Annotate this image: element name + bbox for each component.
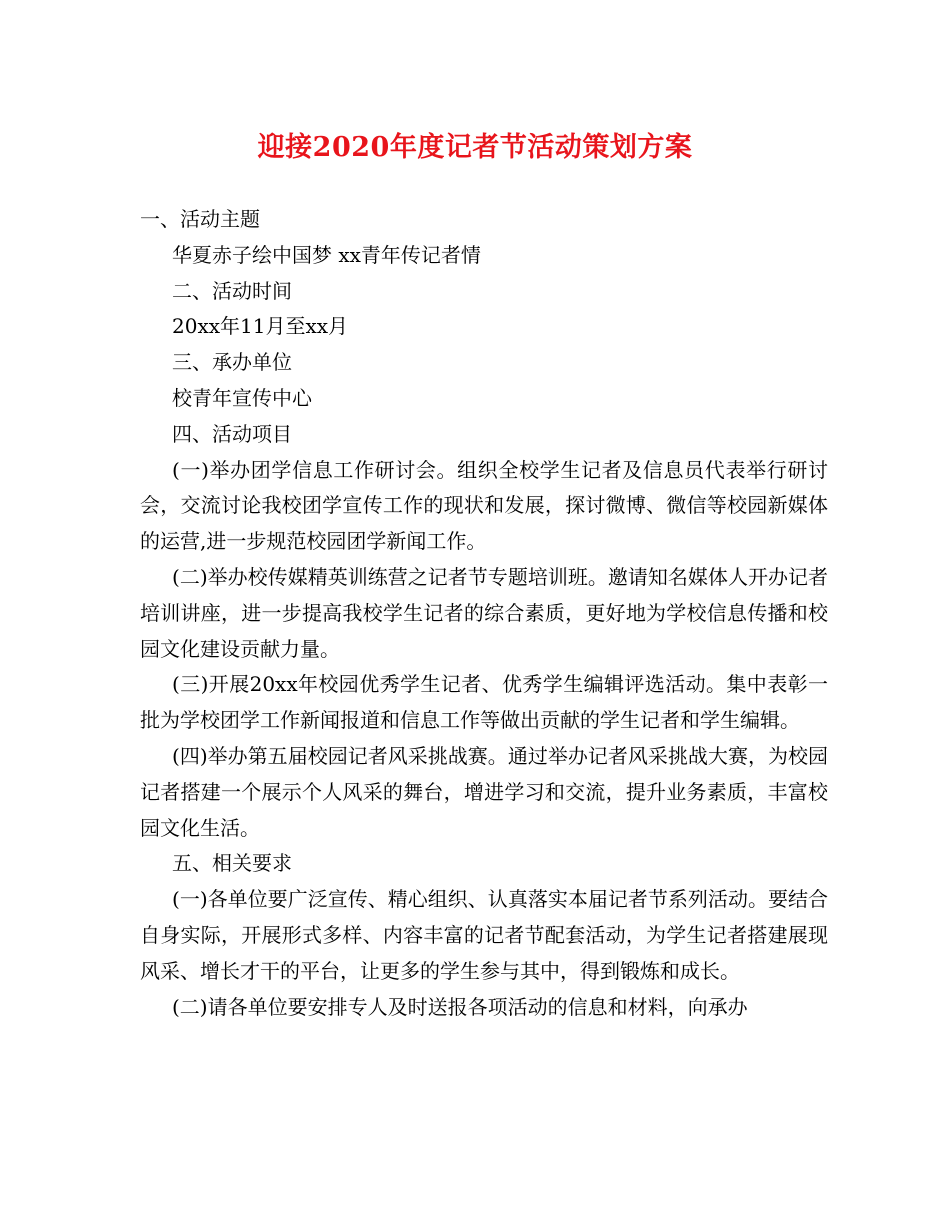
paragraph: 20xx年11月至xx月 xyxy=(172,314,349,339)
paragraph: (一)举办团学信息工作研讨会。组织全校学生记者及信息员代表举行研讨会，交流讨论我校团学宣传工作的现状和发展，探讨微博、微信等校园新媒体的运营,进一步规范校园团学新闻工作。 xyxy=(140,457,828,554)
section-heading: 三、承办单位 xyxy=(172,350,292,375)
document-title: 迎接2020年度记者节活动策划方案 xyxy=(257,132,693,163)
paragraph: (二)举办校传媒精英训练营之记者节专题培训班。邀请知名媒体人开办记者培训讲座，进一步提高我校学生记者的综合素质，更好地为学校信息传播和校园文化建设贡献力量。 xyxy=(140,564,828,661)
section-heading: 五、相关要求 xyxy=(172,851,292,876)
paragraph: (三)开展20xx年校园优秀学生记者、优秀学生编辑评选活动。集中表彰一批为学校团学工作新闻报道和信息工作等做出贡献的学生记者和学生编辑。 xyxy=(140,672,828,733)
paragraph: 华夏赤子绘中国梦 xx青年传记者情 xyxy=(172,242,481,267)
paragraph: 校青年宣传中心 xyxy=(172,385,312,410)
document-body xyxy=(140,202,828,1025)
section-heading: 一、活动主题 xyxy=(140,207,260,231)
paragraph: (二)请各单位要安排专人及时送报各项活动的信息和材料，向承办 xyxy=(172,994,748,1019)
section-heading: 四、活动项目 xyxy=(172,421,292,446)
paragraph: (四)举办第五届校园记者风采挑战赛。通过举办记者风采挑战大赛，为校园记者搭建一个展示个人风采的舞台，增进学习和交流，提升业务素质，丰富校园文化生活。 xyxy=(140,743,828,840)
paragraph: (一)各单位要广泛宣传、精心组织、认真落实本届记者节系列活动。要结合自身实际，开展形式多样、内容丰富的记者节配套活动，为学生记者搭建展现风采、增长才干的平台，让更多的学生参与其中，得到锻炼和成长。 xyxy=(140,887,828,983)
section-heading: 二、活动时间 xyxy=(172,278,292,303)
